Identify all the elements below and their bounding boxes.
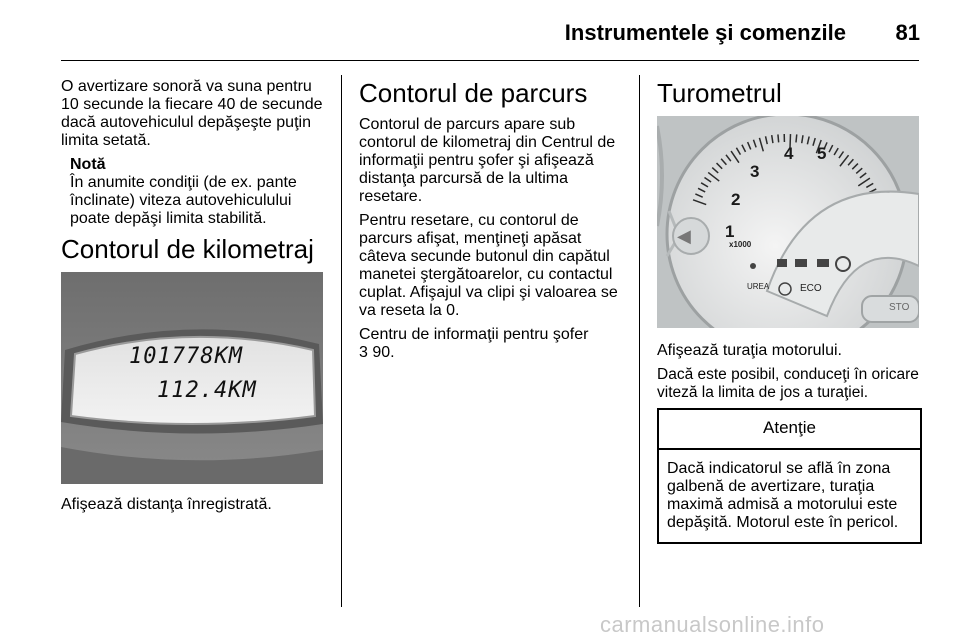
column-divider-2	[639, 75, 640, 607]
tachometer-scale-label: 3	[750, 162, 760, 181]
page-header-title: Instrumentele şi comenzile	[564, 20, 846, 45]
column-divider-1	[341, 75, 342, 607]
page-reference-link[interactable]: 3 90.	[359, 344, 395, 361]
tachometer-heading: Turometrul	[657, 78, 782, 108]
trip-odometer-heading: Contorul de parcurs	[359, 78, 588, 108]
eco-label: ECO	[800, 283, 822, 294]
warning-text: Dacă indicatorul se află în zona galbenă de avertizare, turaţia maximă admisă a motorului este depăşită. Motorul este în pericol.	[667, 460, 899, 531]
page-number: 81	[895, 20, 920, 45]
speed-warning-paragraph: O avertizare sonoră va suna pentru 10 secunde la fiecare 40 de secunde dacă autovehiculul depăşeşte puţin limita setată.	[61, 78, 323, 149]
stop-button-label: STO	[889, 302, 910, 313]
watermark-text: carmanualsonline.info	[600, 612, 825, 637]
reset-paragraph: Pentru resetare, cu contorul de parcurs afişat, menţineţi apăsat câteva secunde butonul din capătul manetei ştergătoarelor, cu contactul cuplat. Afişajul va clipi şi valoarea se va reseta la 0.	[359, 212, 618, 319]
reference-paragraph	[359, 326, 627, 362]
note-block	[61, 156, 326, 228]
trip-odometer-readout: 112.4KM	[157, 378, 257, 403]
note-text: În anumite condiţii (de ex. pante înclinate) viteza autovehiculului poate depăşi limita stabilită.	[70, 174, 297, 227]
odometer-total-readout: 101778KM	[129, 344, 243, 369]
trip-odometer-paragraph: Contorul de parcurs apare sub contorul de kilometraj din Centrul de informaţii pentru şofer şi afişează distanţa parcursă de la ultima resetare.	[359, 116, 616, 205]
warning-title: Atenţie	[659, 410, 920, 450]
urea-label: UREA	[747, 282, 770, 291]
tachometer-scale-label: 4	[784, 144, 794, 163]
rpm-unit-label: x1000	[729, 240, 752, 249]
note-title: Notă	[70, 156, 106, 173]
right-column	[657, 78, 922, 544]
odometer-photo	[61, 272, 323, 484]
tachometer-caption: Afişează turaţia motorului.	[657, 342, 842, 359]
left-column	[61, 78, 326, 520]
middle-column	[359, 78, 627, 368]
tachometer-tick	[778, 134, 779, 142]
tachometer-photo	[657, 116, 919, 328]
tachometer-scale-label: 1	[725, 222, 735, 241]
tachometer-tick	[796, 134, 797, 142]
tachometer-advice: Dacă este posibil, conduceţi în oricare viteză la limita de jos a turaţiei.	[657, 366, 919, 401]
odometer-caption: Afişează distanţa înregistrată.	[61, 496, 272, 513]
tachometer-scale-label: 2	[731, 190, 741, 209]
header-rule	[61, 60, 919, 61]
arrow-left-icon: ◀	[677, 226, 691, 246]
warning-box	[657, 408, 922, 544]
tachometer-scale-label: 5	[817, 144, 827, 163]
reference-text: Centru de informaţii pentru şofer	[359, 326, 589, 343]
odometer-heading: Contorul de kilometraj	[61, 234, 314, 264]
